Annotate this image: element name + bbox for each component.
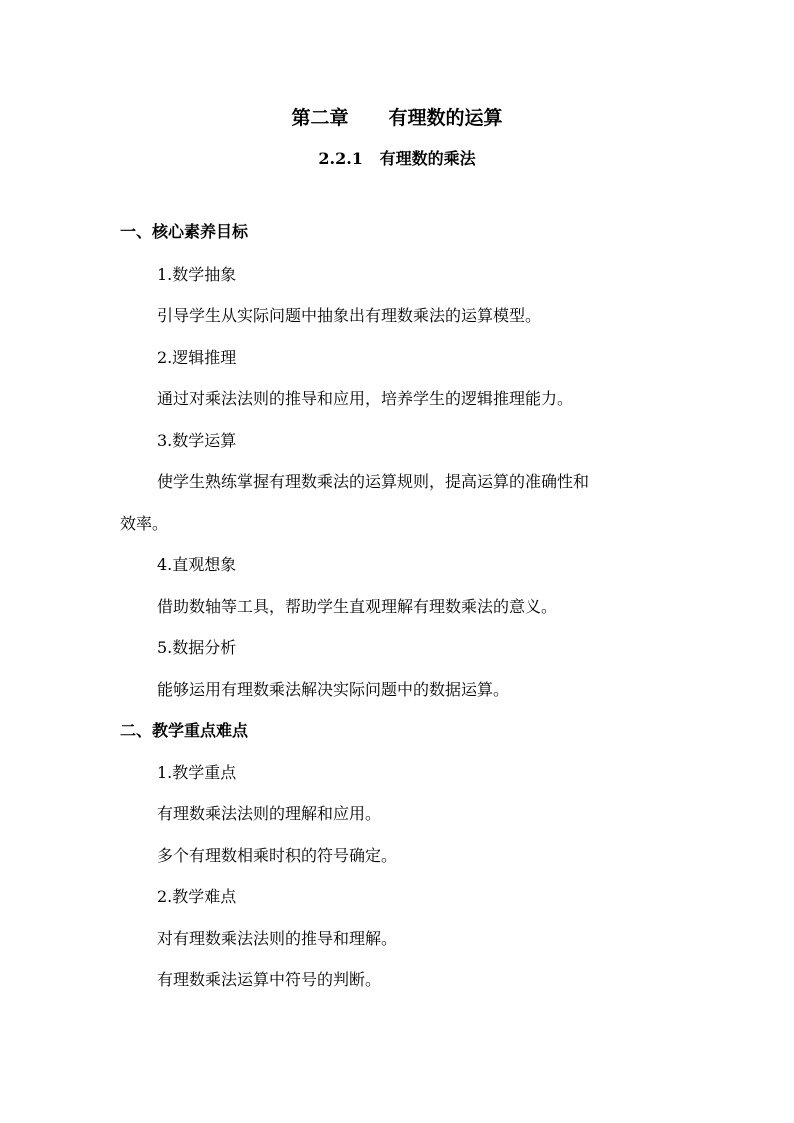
section-heading: 二、教学重点难点 bbox=[120, 721, 249, 740]
paragraph: 有理数乘法运算中符号的判断。 bbox=[157, 970, 382, 989]
paragraph: 多个有理数相乘时积的符号确定。 bbox=[157, 846, 398, 865]
subsection-heading: 1.教学重点 bbox=[157, 763, 237, 782]
chapter-name: 有理数的运算 bbox=[388, 107, 503, 129]
paragraph: 能够运用有理数乘法解决实际问题中的数据运算。 bbox=[157, 680, 510, 699]
section-heading: 一、核心素养目标 bbox=[120, 222, 249, 241]
chapter-title bbox=[0, 108, 794, 128]
paragraph: 使学生熟练掌握有理数乘法的运算规则，提高运算的准确性和 bbox=[157, 472, 590, 491]
paragraph: 引导学生从实际问题中抽象出有理数乘法的运算模型。 bbox=[157, 306, 542, 325]
paragraph: 通过对乘法法则的推导和应用，培养学生的逻辑推理能力。 bbox=[157, 389, 574, 408]
subsection-heading: 4.直观想象 bbox=[157, 555, 237, 574]
paragraph-continuation: 效率。 bbox=[120, 514, 169, 533]
subsection-heading: 1.数学抽象 bbox=[157, 265, 237, 284]
paragraph: 借助数轴等工具，帮助学生直观理解有理数乘法的意义。 bbox=[157, 597, 558, 616]
subsection-heading: 3.数学运算 bbox=[157, 431, 237, 450]
section-title: 2.2.1 有理数的乘法 bbox=[318, 149, 476, 168]
subsection-heading: 2.教学难点 bbox=[157, 887, 237, 906]
subsection-heading: 5.数据分析 bbox=[157, 638, 237, 657]
paragraph: 对有理数乘法法则的推导和理解。 bbox=[157, 929, 398, 948]
paragraph: 有理数乘法法则的理解和应用。 bbox=[157, 804, 382, 823]
chapter-label: 第二章 bbox=[291, 107, 349, 129]
subsection-heading: 2.逻辑推理 bbox=[157, 348, 237, 367]
